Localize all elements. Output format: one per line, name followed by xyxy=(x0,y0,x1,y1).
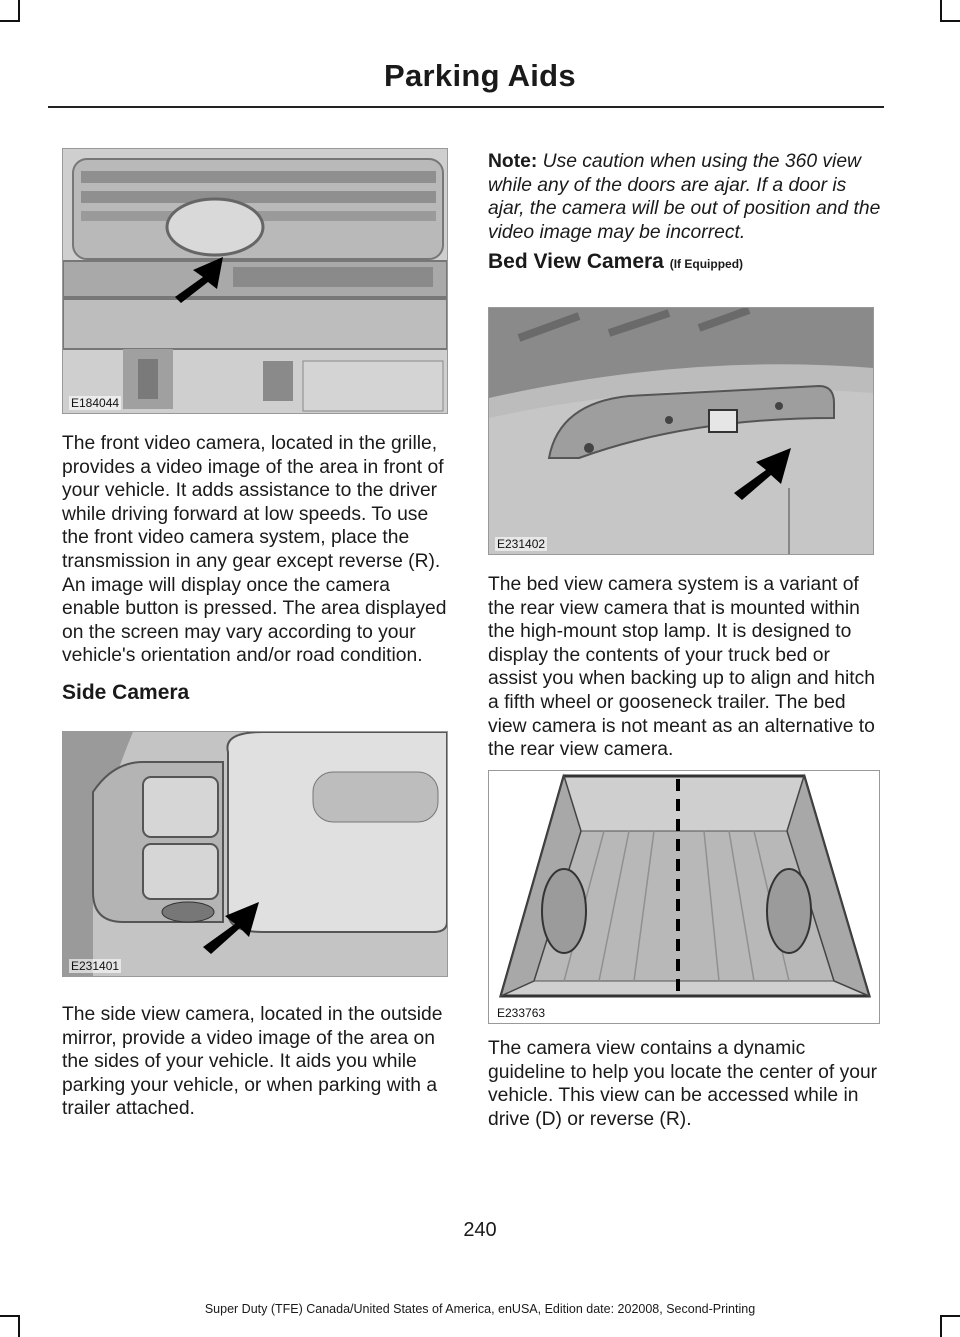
crop-mark xyxy=(18,0,20,22)
figure-code: E184044 xyxy=(71,396,120,410)
page-title: Parking Aids xyxy=(384,58,576,93)
guideline-description: The camera view contains a dynamic guideline to help you locate the center of your vehicle. This view can be accessed while in drive (D) or reverse (R). xyxy=(488,1038,878,1130)
caution-note xyxy=(488,150,883,244)
figure-code: E231402 xyxy=(497,537,546,551)
crop-mark xyxy=(18,1315,20,1337)
note-label: Note: xyxy=(488,151,538,172)
figure-code: E233763 xyxy=(497,1006,546,1020)
front-camera-figure xyxy=(62,148,448,414)
high-mount-stop-lamp-camera-illustration xyxy=(489,308,873,554)
front-camera-description: The front video camera, located in the grille, provides a video image of the area in front of your vehicle. It adds assistance to the driver while driving forward at low speeds. To use the front video camera system, place the transmission in any gear except reverse (R). An image will display once the camera enable button is pressed. The area displayed on the screen may vary according to your vehicle's orientation and/or road condition. xyxy=(62,433,447,667)
crop-mark xyxy=(940,1315,942,1337)
bed-view-camera-heading xyxy=(488,250,743,274)
page-number: 240 xyxy=(463,1219,497,1241)
crop-mark xyxy=(940,20,960,22)
bed-view-camera-description: The bed view camera system is a variant of the rear view camera that is mounted within the high-mount stop lamp. It is designed to display the contents of your truck bed or assist you when backing up to align and hitch a fifth wheel or gooseneck trailer. The bed view camera is not meant as an alternative to the rear view camera. xyxy=(488,574,875,761)
figure-code: E231401 xyxy=(71,959,120,973)
if-equipped-qualifier: (If Equipped) xyxy=(669,257,744,271)
truck-bed-guideline-illustration xyxy=(489,771,879,1023)
side-mirror-camera-illustration xyxy=(63,732,447,976)
bed-view-camera-figure xyxy=(488,307,874,555)
bed-guideline-figure xyxy=(488,770,880,1024)
side-camera-heading: Side Camera xyxy=(62,681,190,704)
edition-footer: Super Duty (TFE) Canada/United States of America, enUSA, Edition date: 202008, Second-Printing xyxy=(204,1302,756,1316)
crop-mark xyxy=(0,20,20,22)
note-text: Use caution when using the 360 view while any of the doors are ajar. If a door is ajar, the camera will be out of position and the video image may be incorrect. xyxy=(488,151,881,243)
front-grille-camera-illustration xyxy=(63,149,447,413)
side-camera-figure xyxy=(62,731,448,977)
bed-view-camera-title: Bed View Camera xyxy=(488,250,664,273)
header-rule xyxy=(48,106,884,108)
side-camera-description: The side view camera, located in the outside mirror, provide a video image of the area on the sides of your vehicle. It aids you while parking your vehicle, or when parking with a trailer attached. xyxy=(62,1004,443,1120)
crop-mark xyxy=(940,0,942,22)
